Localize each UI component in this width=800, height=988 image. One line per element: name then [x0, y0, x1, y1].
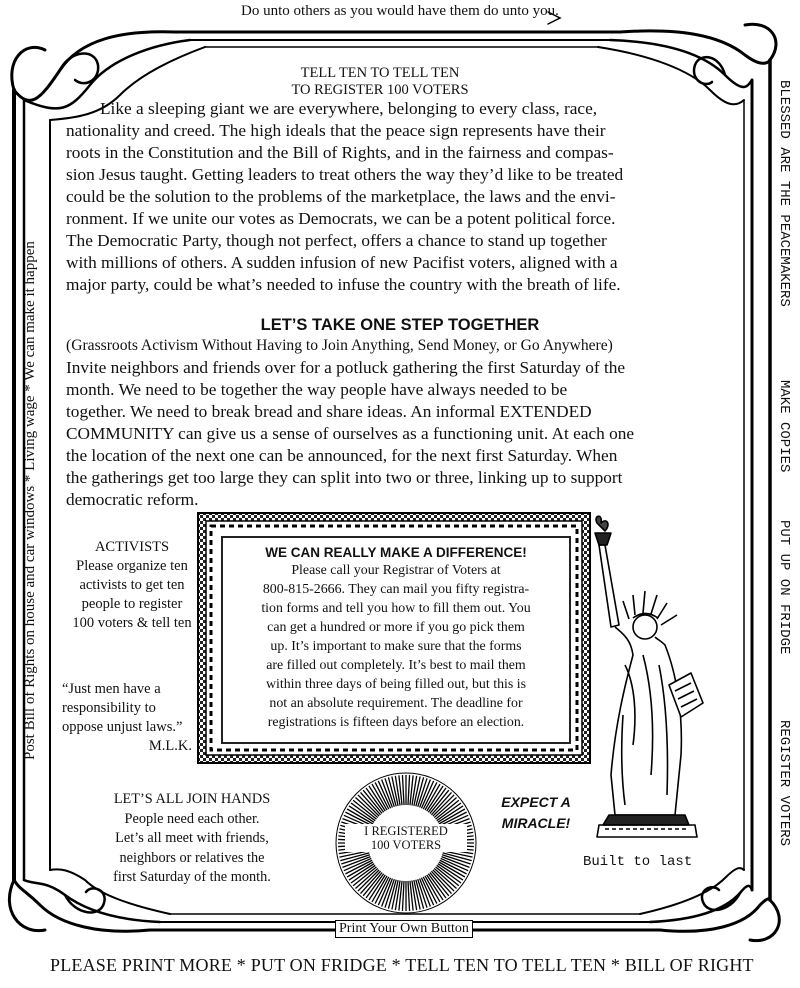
- sunburst-ray: [402, 881, 404, 911]
- title-line: TELL TEN TO TELL TEN: [300, 65, 460, 81]
- top-motto: Do unto others as you would have them do unto you.: [241, 3, 559, 19]
- registrar-box: [221, 536, 571, 744]
- paragraph-line: nationality and creed. The high ideals that the peace sign represents have their: [66, 121, 606, 140]
- join-hands-line: neighbors or relatives the: [119, 849, 265, 866]
- expect-line: EXPECT A: [501, 794, 571, 810]
- box-title: WE CAN REALLY MAKE A DIFFERENCE!: [265, 545, 527, 560]
- activists-line: Please organize ten: [76, 558, 188, 574]
- mlk-quote: [62, 680, 202, 756]
- button-seal-text: [345, 824, 467, 852]
- activists-title: ACTIVISTS: [94, 539, 170, 555]
- quote-attribution: M.L.K.: [148, 738, 192, 754]
- page-title: [80, 65, 680, 99]
- activists-line: activists to get ten: [79, 577, 185, 593]
- right-margin-item: REGISTER VOTERS: [776, 720, 792, 847]
- expect-line: MIRACLE!: [501, 815, 571, 831]
- join-hands-line: Let’s all meet with friends,: [115, 830, 269, 846]
- paragraph-line: with millions of others. A sudden infusion of new Pacifist voters, aligned with a: [66, 253, 618, 272]
- right-margin-item: MAKE COPIES: [776, 380, 792, 473]
- right-margin-item: PUT UP ON FRIDGE: [776, 520, 792, 655]
- box-line: are filled out completely. It’s best to mail them: [266, 658, 526, 673]
- paragraph-line: COMMUNITY can give us a sense of ourselves as a functioning unit. At each one: [66, 424, 635, 443]
- paragraph-line: sion Jesus taught. Getting leaders to treat others the way they’d like to be treated: [66, 165, 624, 184]
- statue-of-liberty-illustration: [585, 515, 725, 855]
- box-line: within three days of being filled out, but this is: [265, 677, 527, 692]
- box-line: Please call your Registrar of Voters at: [291, 563, 501, 578]
- paragraph-line: could be the solution to the problems of the marketplace, the laws and the envi-: [66, 187, 616, 206]
- seal-line: 100 VOTERS: [370, 838, 442, 852]
- activists-line: people to register: [81, 596, 183, 612]
- paragraph-line: roots in the Constitution and the Bill of Rights, and in the fairness and compas-: [66, 143, 614, 162]
- box-body: [231, 561, 561, 732]
- paragraph-line: Like a sleeping giant we are everywhere, belonging to every class, race,: [100, 99, 598, 118]
- print-button-caption: Print Your Own Button: [335, 920, 473, 938]
- paragraph-line: the location of the next one can be announced, for the next first Saturday. When: [66, 446, 618, 465]
- statue-caption: Built to last: [583, 854, 693, 870]
- quote-line: oppose unjust laws.”: [62, 719, 183, 735]
- box-line: registrations is fifteen days before an election.: [267, 715, 525, 730]
- box-line: up. It’s important to make sure that the forms: [270, 639, 522, 654]
- sunburst-ray: [408, 775, 410, 805]
- paragraph-line: The Democratic Party, though not perfect, offers a chance to stand up together: [66, 231, 607, 250]
- paragraph-line: month. We need to be together the way people have always needed to be: [66, 380, 568, 399]
- activists-note: [58, 538, 206, 633]
- join-hands-note: [82, 790, 302, 888]
- seal-line: I REGISTERED: [364, 824, 448, 838]
- paragraph-line: Invite neighbors and friends over for a potluck gathering the first Saturday of the: [66, 358, 626, 377]
- join-hands-line: People need each other.: [124, 810, 260, 827]
- activists-line: 100 voters & tell ten: [72, 615, 192, 631]
- title-line: TO REGISTER 100 VOTERS: [291, 82, 469, 98]
- paragraph-line: ronment. If we unite our votes as Democrats, we can be a potent political force.: [66, 209, 616, 228]
- intro-paragraph: [66, 98, 716, 296]
- bottom-motto: PLEASE PRINT MORE * PUT ON FRIDGE * TELL TEN TO TELL TEN * BILL OF RIGHT: [50, 955, 754, 975]
- section-paragraph: [66, 357, 716, 511]
- quote-line: “Just men have a: [62, 681, 161, 697]
- section-heading: LET’S TAKE ONE STEP TOGETHER: [260, 316, 540, 334]
- left-margin-text: Post Bill of Rights on house and car windows * Living wage * We can make it happen: [22, 241, 38, 760]
- paragraph-line: together. We need to break bread and share ideas. An informal EXTENDED: [66, 402, 592, 421]
- paragraph-line: democratic reform.: [66, 490, 199, 509]
- box-line: can get a hundred or more if you go pick them: [267, 620, 525, 635]
- box-line: tion forms and tell you how to fill them out. You: [261, 601, 531, 616]
- sunburst-ray: [408, 881, 410, 911]
- quote-line: responsibility to: [62, 700, 156, 716]
- paragraph-line: the gatherings get too large they can split into two or three, linking up to support: [66, 468, 623, 487]
- paragraph-line: major party, could be what’s needed to infuse the country with the breath of life.: [66, 275, 621, 294]
- box-line: not an absolute requirement. The deadline for: [269, 696, 523, 711]
- join-hands-title: LET’S ALL JOIN HANDS: [113, 791, 271, 807]
- expect-miracle-text: [482, 792, 590, 834]
- right-margin-item: BLESSED ARE THE PEACEMAKERS: [776, 80, 792, 307]
- box-line: 800-815-2666. They can mail you fifty registra-: [262, 582, 530, 597]
- join-hands-line: first Saturday of the month.: [113, 869, 271, 885]
- section-subheading: (Grassroots Activism Without Having to Join Anything, Send Money, or Go Anywhere): [66, 337, 613, 354]
- sunburst-ray: [402, 775, 404, 805]
